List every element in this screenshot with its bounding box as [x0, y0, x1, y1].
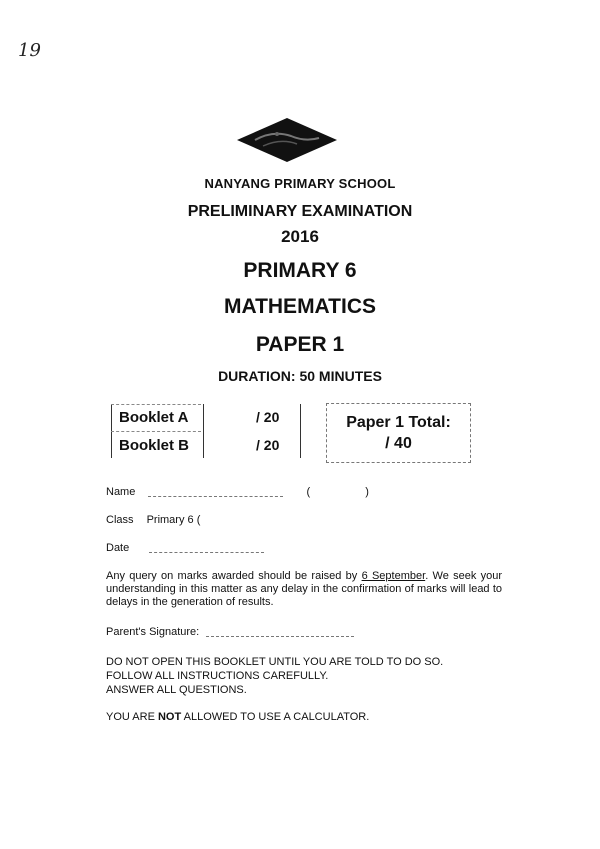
query-text-start: Any query on marks awarded should be raised by — [106, 570, 362, 582]
marks-query-notice — [106, 570, 502, 609]
booklet-a-row — [111, 404, 301, 430]
name-index-close: ) — [365, 486, 369, 498]
date-label: Date — [106, 542, 130, 554]
query-deadline: 6 September — [361, 570, 426, 582]
instruction-line: DO NOT OPEN THIS BOOKLET UNTIL YOU ARE TOLD TO DO SO. — [106, 656, 444, 668]
booklet-a-max: / 20 — [256, 409, 280, 425]
calculator-emphasis: NOT — [157, 711, 182, 723]
date-field — [106, 542, 264, 554]
booklet-b-row — [111, 432, 301, 458]
parent-signature-field — [106, 626, 354, 638]
signature-blank — [206, 628, 354, 637]
signature-label: Parent's Signature: — [106, 626, 200, 638]
paper-total-box — [326, 403, 471, 463]
date-blank — [149, 544, 264, 553]
paper-total-label: Paper 1 Total: — [346, 414, 451, 431]
booklet-b-label: Booklet B — [119, 437, 190, 454]
calculator-text-start: YOU ARE — [106, 711, 158, 723]
exam-year: 2016 — [281, 227, 319, 246]
handwritten-page-number: 19 — [18, 40, 41, 61]
calculator-notice — [106, 711, 369, 723]
school-name: NANYANG PRIMARY SCHOOL — [204, 176, 396, 191]
duration-text: DURATION: 50 MINUTES — [218, 368, 382, 384]
booklet-a-label: Booklet A — [119, 409, 189, 426]
class-field — [106, 514, 200, 526]
class-label: Class — [106, 514, 134, 526]
calculator-text-end: ALLOWED TO USE A CALCULATOR. — [181, 711, 370, 723]
name-index-open: ( — [306, 486, 311, 498]
instructions-block — [106, 655, 443, 697]
level-heading: PRIMARY 6 — [243, 259, 357, 282]
exam-title: PRELIMINARY EXAMINATION — [187, 203, 413, 220]
subject-heading: MATHEMATICS — [223, 295, 377, 318]
paper-heading: PAPER 1 — [255, 333, 345, 356]
school-logo-icon — [233, 116, 341, 164]
class-value: Primary 6 ( — [146, 514, 201, 526]
name-field — [106, 486, 369, 498]
booklet-b-max: / 20 — [256, 437, 280, 453]
instruction-line: ANSWER ALL QUESTIONS. — [106, 684, 247, 696]
name-blank — [148, 488, 283, 497]
instruction-line: FOLLOW ALL INSTRUCTIONS CAREFULLY. — [106, 670, 329, 682]
name-label: Name — [106, 486, 136, 498]
paper-total-max: / 40 — [385, 435, 412, 452]
query-text-end: . We seek your understanding in this matter as any delay in the confirmation of marks will lead to delays in the generation of results. — [106, 570, 503, 608]
booklet-marks-table — [111, 404, 301, 458]
